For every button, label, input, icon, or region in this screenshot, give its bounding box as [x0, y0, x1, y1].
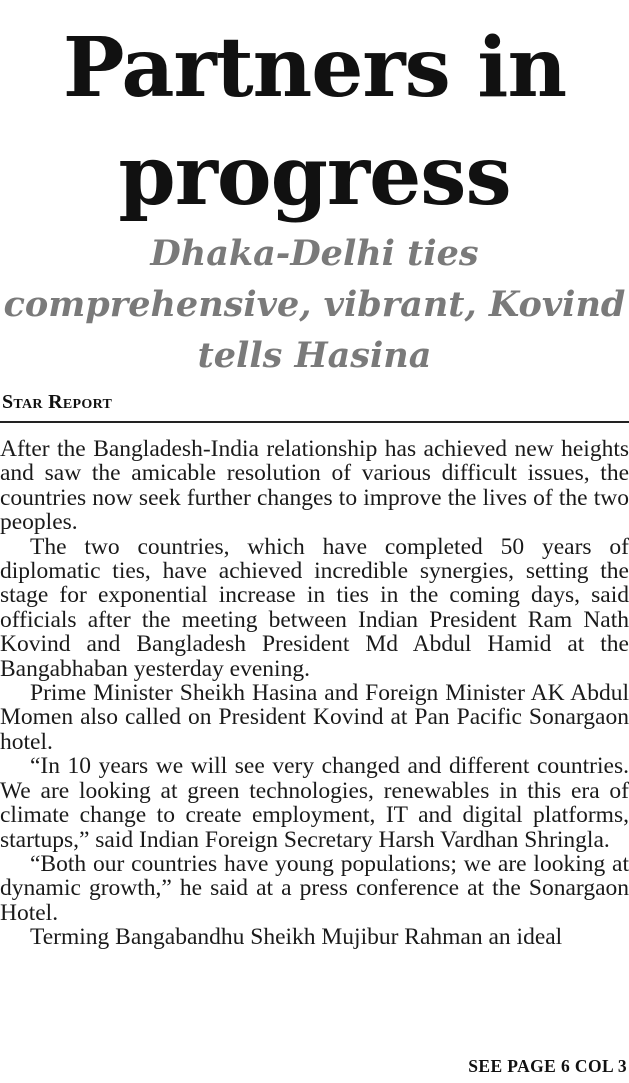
article-paragraph: “Both our countries have young populations; we are looking at dynamic growth,” he said at a press conference at the Sonargaon Hotel.	[0, 850, 629, 926]
continuation-note: SEE PAGE 6 COL 3	[468, 1056, 627, 1076]
article-paragraph: Prime Minister Sheikh Hasina and Foreign Minister AK Abdul Momen also called on President Kovind at Pan Pacific Sonargaon hotel.	[0, 680, 629, 755]
headline: Partners in progress	[62, 20, 567, 224]
subheadline: Dhaka-Delhi ties comprehensive, vibrant, Kovind tells Hasina	[3, 233, 626, 376]
article-paragraph: The two countries, which have completed 50 years of diplomatic ties, have achieved incredible synergies, setting the stage for exponential increase in ties in the coming days, said officials after the meeting between Indian President Ram Nath Kovind and Bangladesh President Md Abdul Hamid at the Bangabhaban yesterday evening.	[0, 533, 629, 682]
article-paragraph: Terming Bangabandhu Sheikh Mujibur Rahman an ideal	[30, 924, 563, 951]
byline: Star Report	[2, 391, 113, 413]
article-paragraph: After the Bangladesh-India relationship has achieved new heights and saw the amicable resolution of various difficult issues, the countries now seek further changes to improve the lives of the two peoples.	[0, 436, 629, 536]
article-paragraph: “In 10 years we will see very changed and different countries. We are looking at green technologies, renewables in this era of climate change to create employment, IT and digital platforms, startups,” said Indian Foreign Secretary Harsh Vardhan Shringla.	[0, 753, 629, 853]
byline-divider	[0, 421, 629, 423]
article-body	[0, 437, 629, 950]
